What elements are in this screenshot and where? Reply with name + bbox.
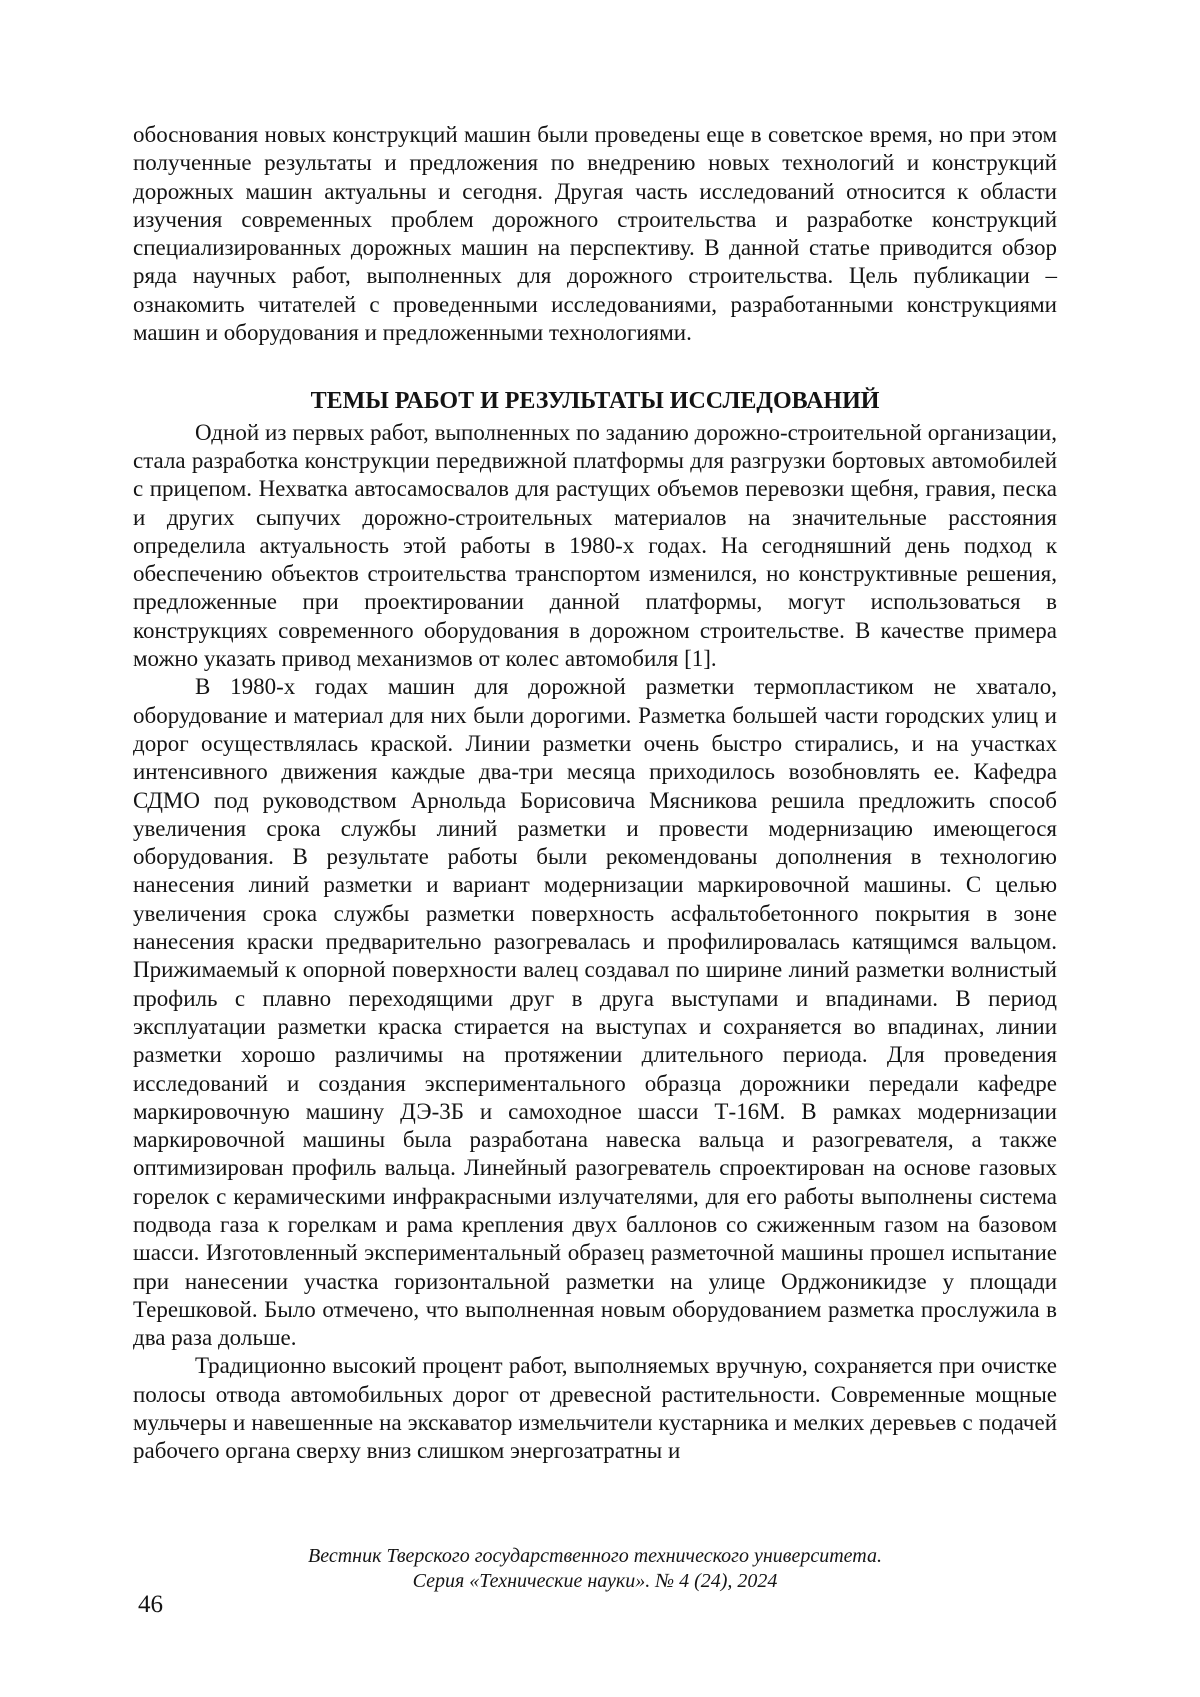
body-paragraph-vegetation-clearing: Традиционно высокий процент работ, выполняемых вручную, сохраняется при очистке полосы отвода автомобильных дорог от древесной растительности. Современные мощные мульчеры и навешенные на экскаватор измельчители кустарника и мелких деревьев с подачей рабочего органа сверху вниз слишком энергозатратны и — [133, 1353, 1057, 1464]
journal-footer-issue: Серия «Технические науки». № 4 (24), 2024 — [412, 1570, 778, 1592]
page-number: 46 — [138, 1591, 163, 1618]
body-paragraph-continuation: обоснования новых конструкций машин были проведены еще в советское время, но при этом полученные результаты и предложения по внедрению новых технологий и конструкций дорожных машин актуальны и сегодня. Другая часть исследований относится к области изучения современных проблем дорожного строительства и разработке конструкций специализированных дорожных машин на перспективу. В данной статье приводится обзор ряда научных работ, выполненных для дорожного строительства. Цель публикации – ознакомить читателей с проведенными исследованиями, разработанными конструкциями машин и оборудования и предложенными технологиями. — [133, 122, 1057, 346]
section-heading: ТЕМЫ РАБОТ И РЕЗУЛЬТАТЫ ИССЛЕДОВАНИЙ — [310, 388, 880, 415]
journal-footer-title: Вестник Тверского государственного технического университета. — [308, 1545, 882, 1567]
body-paragraph-platform: Одной из первых работ, выполненных по заданию дорожно-строительной организации, стала разработка конструкции передвижной платформы для разгрузки бортовых автомобилей с прицепом. Нехватка автосамосвалов для растущих объемов перевозки щебня, гравия, песка и других сыпучих дорожно-строительных материалов на значительные расстояния определила актуальность этой работы в 1980-х годах. На сегодняшний день подход к обеспечению объектов строительства транспортом изменился, но конструктивные решения, предложенные при проектировании данной платформы, могут использоваться в конструкциях современного оборудования в дорожном строительстве. В качестве примера можно указать привод механизмов от колес автомобиля [1]. — [133, 419, 1057, 672]
article-body — [133, 121, 1057, 1466]
body-paragraph-road-marking: В 1980-х годах машин для дорожной разметки термопластиком не хватало, оборудование и материал для них были дорогими. Разметка большей части городских улиц и дорог осуществлялась краской. Линии разметки очень быстро стирались, и на участках интенсивного движения каждые два-три месяца приходилось возобновлять ее. Кафедра СДМО под руководством Арнольда Борисовича Мясникова решила предложить способ увеличения срока службы линий разметки и провести модернизацию имеющегося оборудования. В результате работы были рекомендованы дополнения в технологию нанесения линий разметки и вариант модернизации маркировочной машины. С целью увеличения срока службы разметки поверхность асфальтобетонного покрытия в зоне нанесения краски предварительно разогревалась и профилировалась катящимся вальцом. Прижимаемый к опорной поверхности валец создавал по ширине линий разметки волнистый профиль с плавно переходящими друг в друга выступами и впадинами. В период эксплуатации разметки краска стирается на выступах и сохраняется во впадинах, линии разметки хорошо различимы на протяжении длительного периода. Для проведения исследований и создания экспериментального образца дорожники передали кафедре маркировочную машину ДЭ-3Б и самоходное шасси Т-16М. В рамках модернизации маркировочной машины была разработана навеска вальца и разогревателя, а также оптимизирован профиль вальца. Линейный разогреватель спроектирован на основе газовых горелок с керамическими инфракрасными излучателями, для его работы выполнены система подвода газа к горелкам и рама крепления двух баллонов со сжиженным газом на базовом шасси. Изготовленный экспериментальный образец разметочной машины прошел испытание при нанесении участка горизонтальной разметки на улице Орджоникидзе у площади Терешковой. Было отмечено, что выполненная новым оборудованием разметка прослужила в два раза дольше. — [133, 674, 1057, 1351]
journal-footer — [133, 1544, 1057, 1594]
